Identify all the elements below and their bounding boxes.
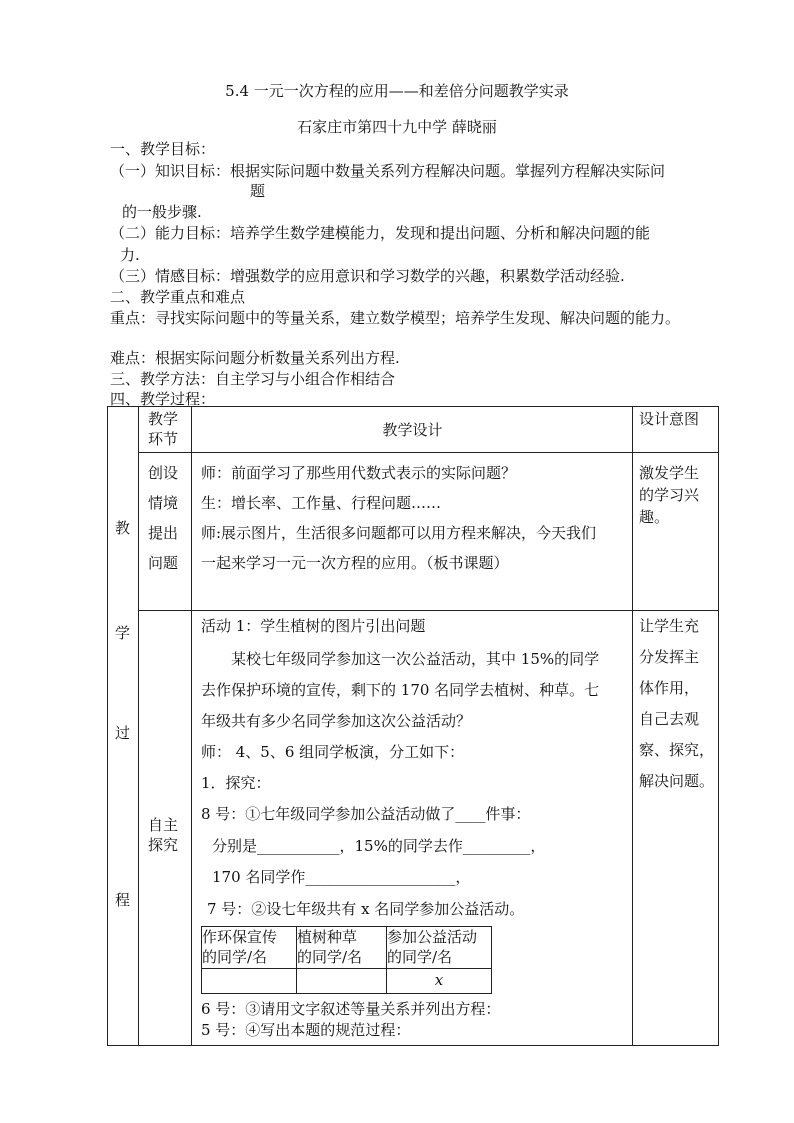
design-line: 7 号：②设七年级共有 x 名同学参加公益活动。	[207, 900, 525, 918]
inner-table	[201, 926, 492, 994]
intent-line: 分发挥主	[639, 648, 700, 666]
intent-line: 察、探究，	[639, 741, 715, 759]
intent-line: 激发学生	[639, 464, 700, 482]
inner-header-cell: 作环保宣传 的同学/名	[202, 927, 297, 969]
design-line: 1．探究：	[201, 774, 271, 792]
methods-text: 三、教学方法：自主学习与小组合作相结合	[110, 370, 396, 388]
design-line: 生：增长率、工作量、行程问题……	[201, 494, 442, 512]
intent-header-cell	[633, 407, 719, 453]
vertical-label-cell	[108, 407, 139, 1046]
intent-line: 让学生充	[639, 617, 700, 635]
design-header: 教学设计	[382, 421, 443, 439]
goals-heading: 一、教学目标：	[110, 140, 216, 158]
design-header-cell	[192, 407, 633, 453]
inner-table-row	[202, 969, 492, 994]
goal-ability: （二）能力目标：培养学生数学建模能力，发现和提出问题、分析和解决问题的能	[110, 224, 651, 242]
design-line: 8 号：①七年级同学参加公益活动做了____件事：	[201, 805, 531, 823]
difficulty-text: 难点：根据实际问题分析数量关系列出方程.	[110, 349, 400, 367]
stage-cell	[139, 453, 192, 611]
goal-knowledge: （一）知识目标：根据实际问题中数量关系列方程解决问题。掌握列方程解决实际问	[110, 162, 666, 180]
vertical-label-char: 学	[115, 624, 131, 642]
design-line: 师： 4、5、6 组同学板演，分工如下：	[201, 743, 465, 761]
intent-line: 体作用，	[639, 679, 700, 697]
table-row	[108, 453, 719, 611]
design-line: 活动 1：学生植树的图片引出问题	[201, 617, 426, 635]
stage-text: 问题	[148, 554, 179, 572]
design-line: 一起来学习一元一次方程的应用。（板书课题）	[201, 554, 509, 572]
intent-line: 解决问题。	[639, 772, 715, 790]
table-row	[108, 611, 719, 1046]
keypoint-text: 重点：寻找实际问题中的等量关系，建立数学模型；培养学生发现、解决问题的能力。	[110, 309, 681, 327]
design-line: 师：前面学习了那些用代数式表示的实际问题？	[201, 464, 517, 482]
design-line: 5 号：④写出本题的规范过程：	[201, 1021, 411, 1039]
process-table	[107, 406, 719, 1046]
design-cell	[192, 453, 633, 611]
vertical-label-char: 教	[115, 519, 131, 537]
vertical-label-char: 程	[115, 891, 131, 909]
stage-cell	[139, 611, 192, 1046]
author-line: 石家庄市第四十九中学 薛晓丽	[297, 118, 497, 136]
stage-text: 自主	[148, 816, 179, 834]
intent-cell	[633, 453, 719, 611]
stage-text: 情境	[148, 494, 179, 512]
inner-cell: x	[387, 969, 492, 994]
keypoints-heading: 二、教学重点和难点	[110, 288, 246, 306]
document-title: 5.4 一元一次方程的应用——和差倍分问题教学实录	[225, 82, 569, 100]
stage-text: 提出	[148, 524, 179, 542]
stage-header-cell	[139, 407, 192, 453]
process-heading: 四、教学过程：	[110, 390, 216, 408]
goal-knowledge-wrap: 题	[250, 182, 266, 200]
stage-text: 创设	[148, 464, 179, 482]
design-line: 6 号：③请用文字叙述等量关系并列出方程：	[201, 1000, 501, 1018]
vertical-label-char: 过	[115, 724, 131, 742]
table-header-row	[108, 407, 719, 453]
design-line: 年级共有多少名同学参加这次公益活动？	[201, 712, 472, 730]
goal-emotion: （三）情感目标：增强数学的应用意识和学习数学的兴趣，积累数学活动经验.	[110, 267, 625, 285]
design-line: 某校七年级同学参加这一次公益活动，其中 15%的同学	[231, 650, 600, 668]
inner-header-cell: 参加公益活动 的同学/名	[387, 927, 492, 969]
intent-line: 自己去观	[639, 710, 700, 728]
inner-header-cell: 植树种草 的同学/名	[297, 927, 387, 969]
stage-text: 探究	[148, 836, 179, 854]
intent-line: 的学习兴	[639, 486, 700, 504]
inner-cell	[297, 969, 387, 994]
inner-table-header-row	[202, 927, 492, 969]
stage-header-line: 环节	[148, 430, 179, 448]
design-line: 分别是___________，15%的同学去作_________，	[212, 837, 546, 855]
design-line: 170 名同学作____________________，	[212, 868, 471, 886]
design-cell	[192, 611, 633, 1046]
inner-cell	[202, 969, 297, 994]
goal-knowledge-tail: 的一般步骤.	[122, 203, 202, 221]
stage-header-line: 教学	[148, 410, 179, 428]
intent-header: 设计意图	[639, 410, 700, 428]
goal-ability-tail: 力.	[120, 246, 140, 264]
intent-cell	[633, 611, 719, 1046]
intent-line: 趣。	[639, 508, 670, 526]
design-line: 去作保护环境的宣传，剩下的 170 名同学去植树、种草。七	[201, 681, 600, 699]
design-line: 师:展示图片，生活很多问题都可以用方程来解决，今天我们	[201, 524, 597, 542]
